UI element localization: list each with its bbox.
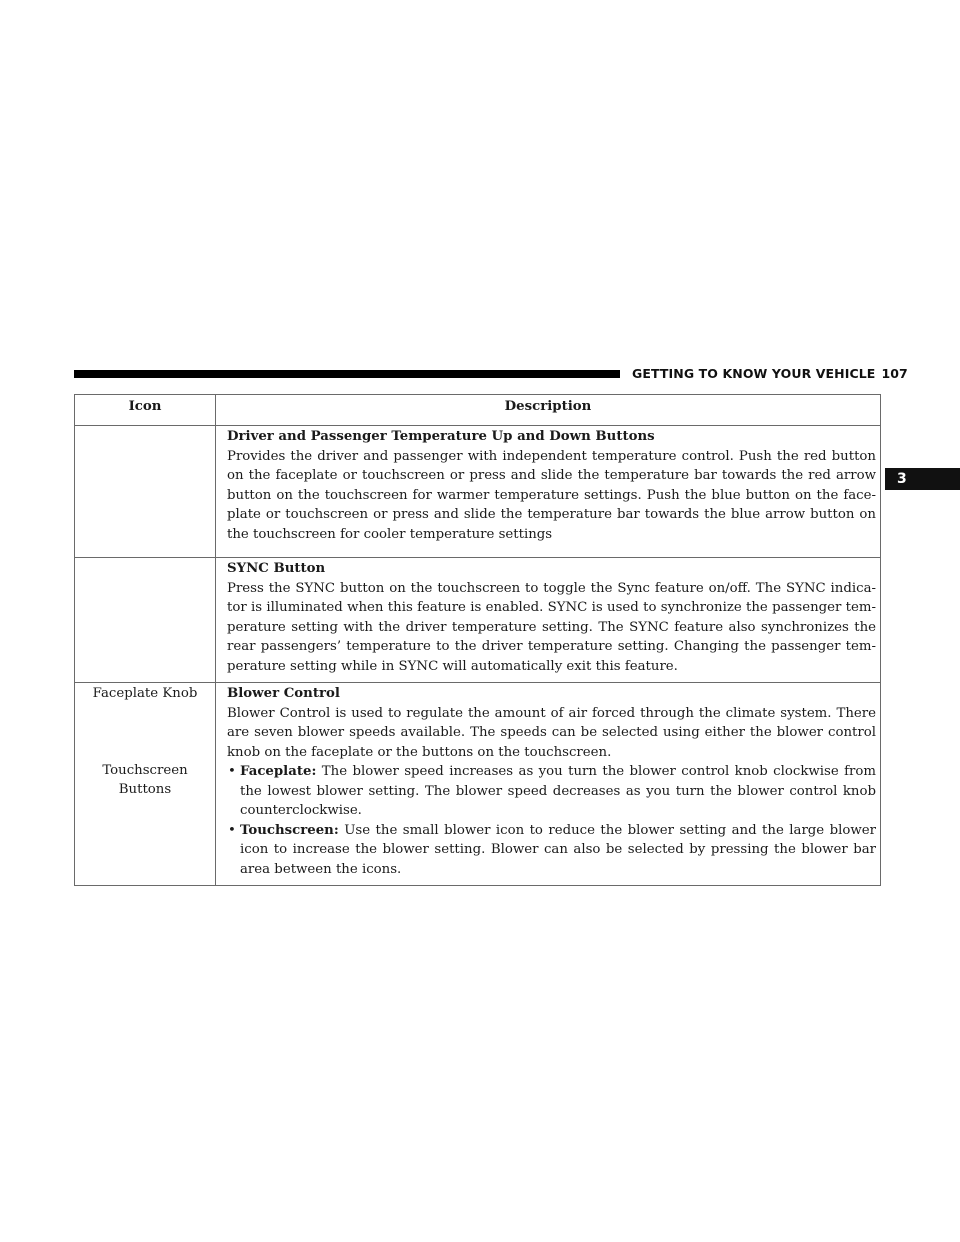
bullet-term: Touchscreen: xyxy=(240,822,339,838)
description-cell xyxy=(216,683,881,886)
row-body: Provides the driver and passenger with independent temperature control. Push the red button on the faceplate or touchscreen or press and slide the temperature bar towards the red arrow button on the touchscreen for warmer temperature settings. Push the blue button on the face-plate or touchscreen or press and slide the temperature bar towards the blue arrow button on the touchscreen for cooler temperature settings xyxy=(227,448,876,542)
bullet-icon: • xyxy=(228,822,236,838)
running-header xyxy=(632,366,908,381)
bullet-list xyxy=(227,762,876,879)
list-item xyxy=(227,821,876,880)
description-column-header: Description xyxy=(216,395,881,426)
icon-cell xyxy=(75,426,216,558)
bullet-text: The blower speed increases as you turn the blower control knob clockwise from the lowest blower setting. The blower speed decreases as you turn the blower control knob counterclockwise. xyxy=(240,764,876,818)
bullet-text: Use the small blower icon to reduce the blower setting and the large blower icon to increase the blower setting. Blower can also be selected by pressing the blower bar area between the icons. xyxy=(240,822,876,877)
row-title: SYNC Button xyxy=(227,561,326,576)
table-header-row xyxy=(75,395,881,426)
header-rule xyxy=(74,370,620,378)
row-title: Driver and Passenger Temperature Up and Down Buttons xyxy=(227,429,655,444)
bullet-term: Faceplate: xyxy=(240,764,317,779)
bullet-icon: • xyxy=(228,764,236,779)
icon-cell xyxy=(75,683,216,886)
row-body: Blower Control is used to regulate the amount of air forced through the climate system. There are seven blower speeds available. The speeds can be selected using either the blower control knob on the faceplate or the buttons on the touchscreen. xyxy=(227,705,876,760)
row-body: Press the SYNC button on the touchscreen to toggle the Sync feature on/off. The SYNC indica-tor is illuminated when this feature is enabled. SYNC is used to synchronize the passenger tem-perature setting with the driver temperature setting. The SYNC feature also synchronizes the rear passengers’ temperature to the driver temperature setting. Changing the passenger tem-perature setting while in SYNC will automatically exit this feature. xyxy=(227,580,876,674)
icon-cell xyxy=(75,558,216,683)
icon-label-touchscreen-buttons: Touchscreen Buttons xyxy=(102,762,188,797)
table-row xyxy=(75,558,881,683)
icon-label-faceplate-knob: Faceplate Knob xyxy=(92,686,198,701)
climate-controls-table xyxy=(74,394,881,886)
page-number: 107 xyxy=(881,366,908,381)
table-row xyxy=(75,426,881,558)
description-cell xyxy=(216,558,881,683)
row-title: Blower Control xyxy=(227,686,340,701)
description-cell xyxy=(216,426,881,558)
chapter-tab: 3 xyxy=(885,468,960,490)
section-title: GETTING TO KNOW YOUR VEHICLE xyxy=(632,366,876,381)
list-item xyxy=(227,762,876,821)
icon-column-header: Icon xyxy=(75,395,216,426)
table-row xyxy=(75,683,881,886)
